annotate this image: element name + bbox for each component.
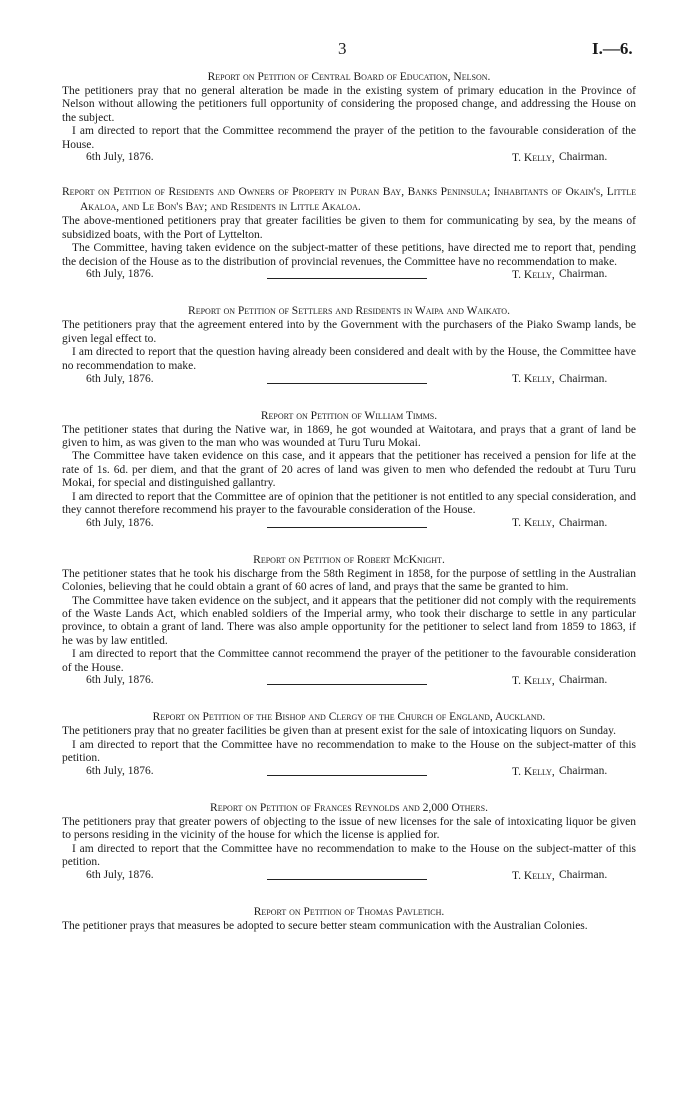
page-number: 3 — [338, 39, 347, 58]
report-date: 6th July, 1876. — [86, 268, 154, 281]
section-divider — [267, 278, 427, 279]
report-waipa-waikato — [62, 304, 636, 400]
signature-role: Chairman. — [559, 372, 608, 385]
report-paragraph: I am directed to report that the question having already been considered and dealt with by the House, the Committee have no recommendation to make. — [62, 346, 636, 372]
signature-name: T. Kelly, — [512, 269, 555, 282]
report-william-timms — [62, 409, 636, 545]
report-paragraph: The above-mentioned petitioners pray that greater facilities be given to them for communicating by sea, by the means of subsidized boats, with the Port of Lyttelton. — [62, 215, 636, 241]
report-paragraph: I am directed to report that the Committee are of opinion that the petitioner is not entitled to any special consideration, and they cannot therefore recommend his prayer to the favourable consideration of the House. — [62, 490, 636, 516]
report-title: Report on Petition of Settlers and Residents in Waipa and Waikato. — [188, 305, 510, 318]
signature-role: Chairman. — [559, 268, 608, 281]
report-paragraph: I am directed to report that the Committee have no recommendation to make to the House on the subject-matter of this petition. — [62, 738, 636, 765]
report-title: Report on Petition of William Timms. — [260, 409, 438, 422]
section-divider — [267, 383, 427, 384]
report-date: 6th July, 1876. — [86, 372, 154, 385]
signature-name: T. Kelly, — [512, 517, 555, 530]
report-title: Report on Petition of Thomas Pavletich. — [253, 906, 445, 919]
signature-role: Chairman. — [559, 516, 608, 529]
report-date: 6th July, 1876. — [86, 674, 154, 687]
report-title: Report on Petition of the Bishop and Clergy of the Church of England, Auckland. — [152, 711, 546, 724]
report-paragraph: The petitioner states that he took his discharge from the 58th Regiment in 1858, for the purpose of settling in the Australian Colonies, believing that he could obtain a grant of 60 acres of land, and prays that the same be granted to him. — [62, 567, 636, 594]
signature-role: Chairman. — [559, 869, 608, 882]
report-paragraph: The petitioners pray that no general alteration be made in the existing system of primary education in the Province of Nelson without allowing the petitioners full opportunity of considering the proposed change, and addressing the House on the subject. — [62, 85, 636, 124]
report-paragraph: The Committee have taken evidence on this case, and it appears that the petitioner has received a pension for life at the rate of 1s. 6d. per diem, and that the grant of 20 acres of land was given to men who defended the redoubt at Turu Turu Mokai, for special and distinguished gallantry. — [62, 450, 636, 490]
section-divider — [267, 879, 427, 880]
report-paragraph: The petitioners pray that greater powers of objecting to the issue of new licenses for the sale of intoxicating liquor be given to persons residing in the vicinity of the house for which the license is applied for. — [62, 816, 636, 842]
signature-role: Chairman. — [559, 765, 608, 778]
signature-name: T. Kelly, — [512, 675, 555, 687]
report-date: 6th July, 1876. — [86, 869, 154, 882]
report-bishop-clergy-auckland — [62, 710, 636, 793]
report-paragraph: The petitioners pray that the agreement entered into by the Government with the purchasers of the Piako Swamp lands, be given legal effect to. — [62, 319, 636, 345]
report-central-board-education — [62, 70, 636, 179]
signature-role: Chairman. — [559, 151, 608, 164]
report-paragraph: I am directed to report that the Committee cannot recommend the prayer of the petitioner to the favourable consideration of the House. — [62, 648, 636, 674]
signature-name: T. Kelly, — [512, 152, 555, 165]
report-paragraph: I am directed to report that the Committee have no recommendation to make to the House on the subject-matter of this petition. — [62, 842, 636, 869]
report-puran-bay-residents — [62, 185, 636, 296]
document-reference: I.—6. — [592, 39, 633, 58]
report-robert-mcknight — [62, 553, 636, 703]
report-title: Report on Petition of Central Board of Education, Nelson. — [207, 71, 491, 83]
report-date: 6th July, 1876. — [86, 516, 154, 529]
report-title: Report on Petition of Robert McKnight. — [253, 553, 445, 566]
document-body — [62, 70, 636, 933]
section-divider — [267, 527, 427, 528]
report-paragraph: The petitioners pray that no greater facilities be given than at present exist for the sale of intoxicating liquors on Sunday. — [62, 725, 616, 738]
report-paragraph: The Committee, having taken evidence on the subject-matter of these petitions, have directed me to report that, pending the decision of the House as to the distribution of provincial revenues, the Committee have no recommendation to make. — [62, 242, 636, 268]
signature-name: T. Kelly, — [512, 373, 555, 386]
section-divider — [267, 775, 427, 776]
report-paragraph: The petitioner states that during the Native war, in 1869, he got wounded at Waitotara, and prays that a grant of land be given to him, as was given to the man who was wounded at Turu Turu Mokai. — [62, 423, 636, 449]
signature-name: T. Kelly, — [512, 765, 555, 778]
signature-name: T. Kelly, — [512, 869, 555, 882]
report-thomas-pavletich — [62, 905, 636, 933]
report-title: Report on Petition of Frances Reynolds and 2,000 Others. — [210, 802, 488, 815]
signature-role: Chairman. — [559, 674, 608, 687]
report-date: 6th July, 1876. — [86, 151, 154, 164]
report-date: 6th July, 1876. — [86, 765, 154, 778]
report-paragraph: The Committee have taken evidence on the subject, and it appears that the petitioner did not comply with the requirements of the Waste Lands Act, which enabled soldiers of the Imperial army, who took their discharge to settle in any particular province, to obtain a grant of land. There was also ample opportunity for the petitioner to select land from 1859 to 1863, if he was by law entitled. — [62, 594, 636, 647]
report-paragraph: I am directed to report that the Committee recommend the prayer of the petition to the favourable consideration of the House. — [62, 125, 636, 151]
section-divider — [267, 684, 427, 685]
report-paragraph: The petitioner prays that measures be adopted to secure better steam communication with the Australian Colonies. — [62, 920, 588, 933]
report-frances-reynolds — [62, 801, 636, 897]
report-title: Report on Petition of Residents and Owners of Property in Puran Bay, Banks Peninsula; Inhabitants of Okain's, Little Akaloa, and Le Bon's Bay; and Residents in Little Akaloa. — [62, 186, 636, 214]
